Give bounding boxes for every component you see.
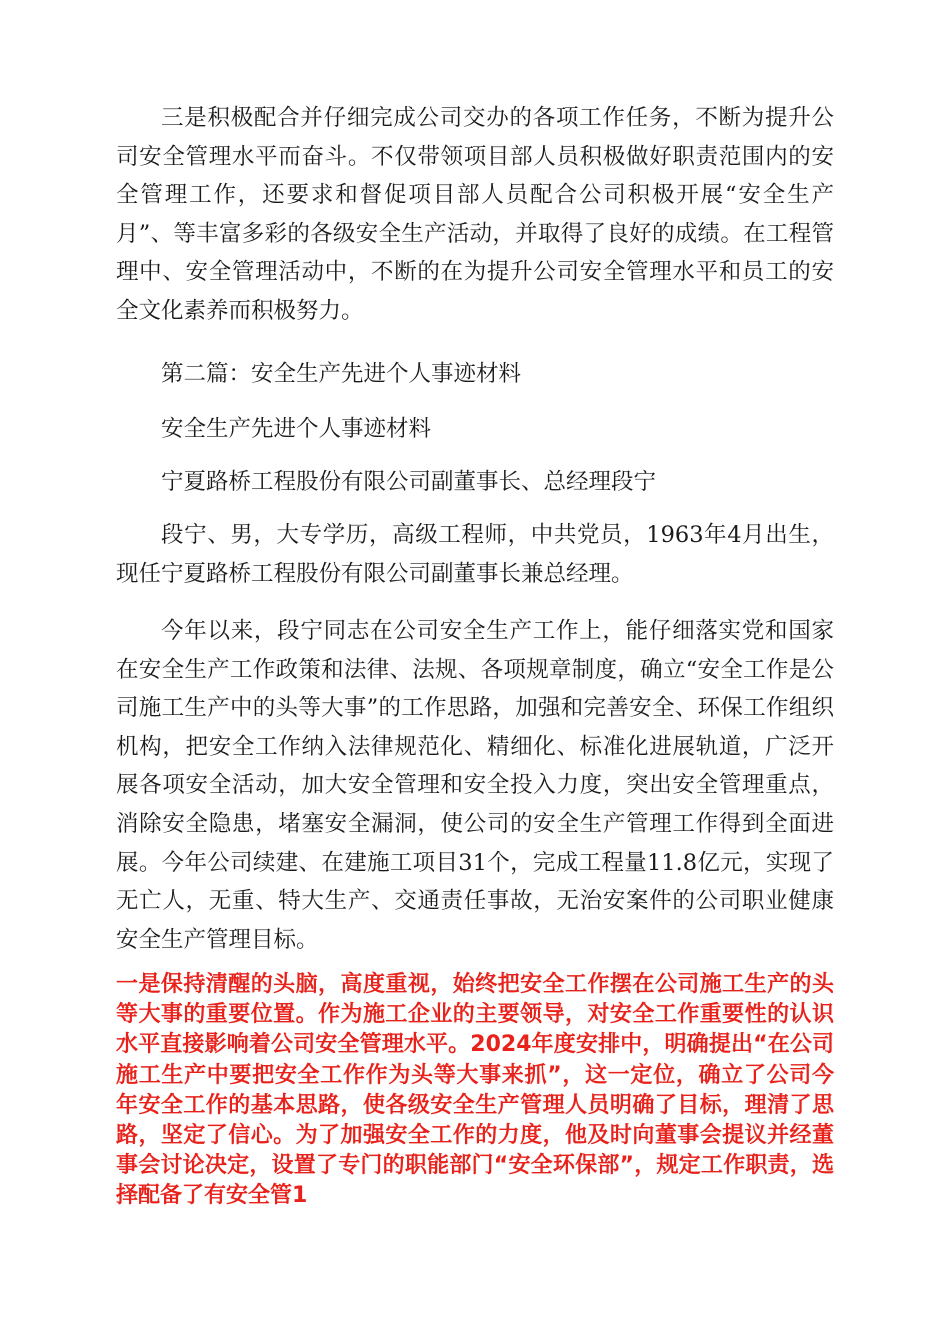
highlighted-paragraph-first-point: 一是保持清醒的头脑，高度重视，始终把安全工作摆在公司施工生产的头等大事的重要位置。作为施工企业的主要领导，对安全工作重要性的认识水平直接影响着公司安全管理水平。2024年度安排中，明确提出“在公司施工生产中要把安全工作作为头等大事来抓”，这一定位，确立了公司今年安全工作的基本思路，使各级安全生产管理人员明确了目标，理清了思路，坚定了信心。为了加强安全工作的力度，他及时向董事会提议并经董事会讨论决定，设置了专门的职能部门“安全环保部”，规定工作职责，选择配备了有安全管1 [116, 972, 834, 1209]
paragraph-achievements: 今年以来，段宁同志在公司安全生产工作上，能仔细落实党和国家在安全生产工作政策和法律、法规、各项规章制度，确立“安全工作是公司施工生产中的头等大事”的工作思路，加强和完善安全、环保工作组织机构，把安全工作纳入法律规范化、精细化、标准化进展轨道，广泛开展各项安全活动，加大安全管理和安全投入力度，突出安全管理重点，消除安全隐患，堵塞安全漏洞，使公司的安全生产管理工作得到全面进展。今年公司续建、在建施工项目31个，完成工程量11.8亿元，实现了无亡人，无重、特大生产、交通责任事故，无治安案件的公司职业健康安全生产管理目标。 [116, 618, 834, 953]
person-title-line: 宁夏路桥工程股份有限公司副董事长、总经理段宁 [161, 469, 657, 495]
part2-heading: 第二篇：安全生产先进个人事迹材料 [161, 361, 522, 387]
paragraph-part1-third-point: 三是积极配合并仔细完成公司交办的各项工作任务，不断为提升公司安全管理水平而奋斗。不仅带领项目部人员积极做好职责范围内的安全管理工作，还要求和督促项目部人员配合公司积极开展“安全生产月”、等丰富多彩的各级安全生产活动，并取得了良好的成绩。在工程管理中、安全管理活动中，不断的在为提升公司安全管理水平和员工的安全文化素养而积极努力。 [116, 105, 834, 324]
document-subtitle: 安全生产先进个人事迹材料 [161, 416, 432, 442]
paragraph-person-profile: 段宁、男，大专学历，高级工程师，中共党员，1963年4月出生，现任宁夏路桥工程股份有限公司副董事长兼总经理。 [116, 522, 834, 587]
